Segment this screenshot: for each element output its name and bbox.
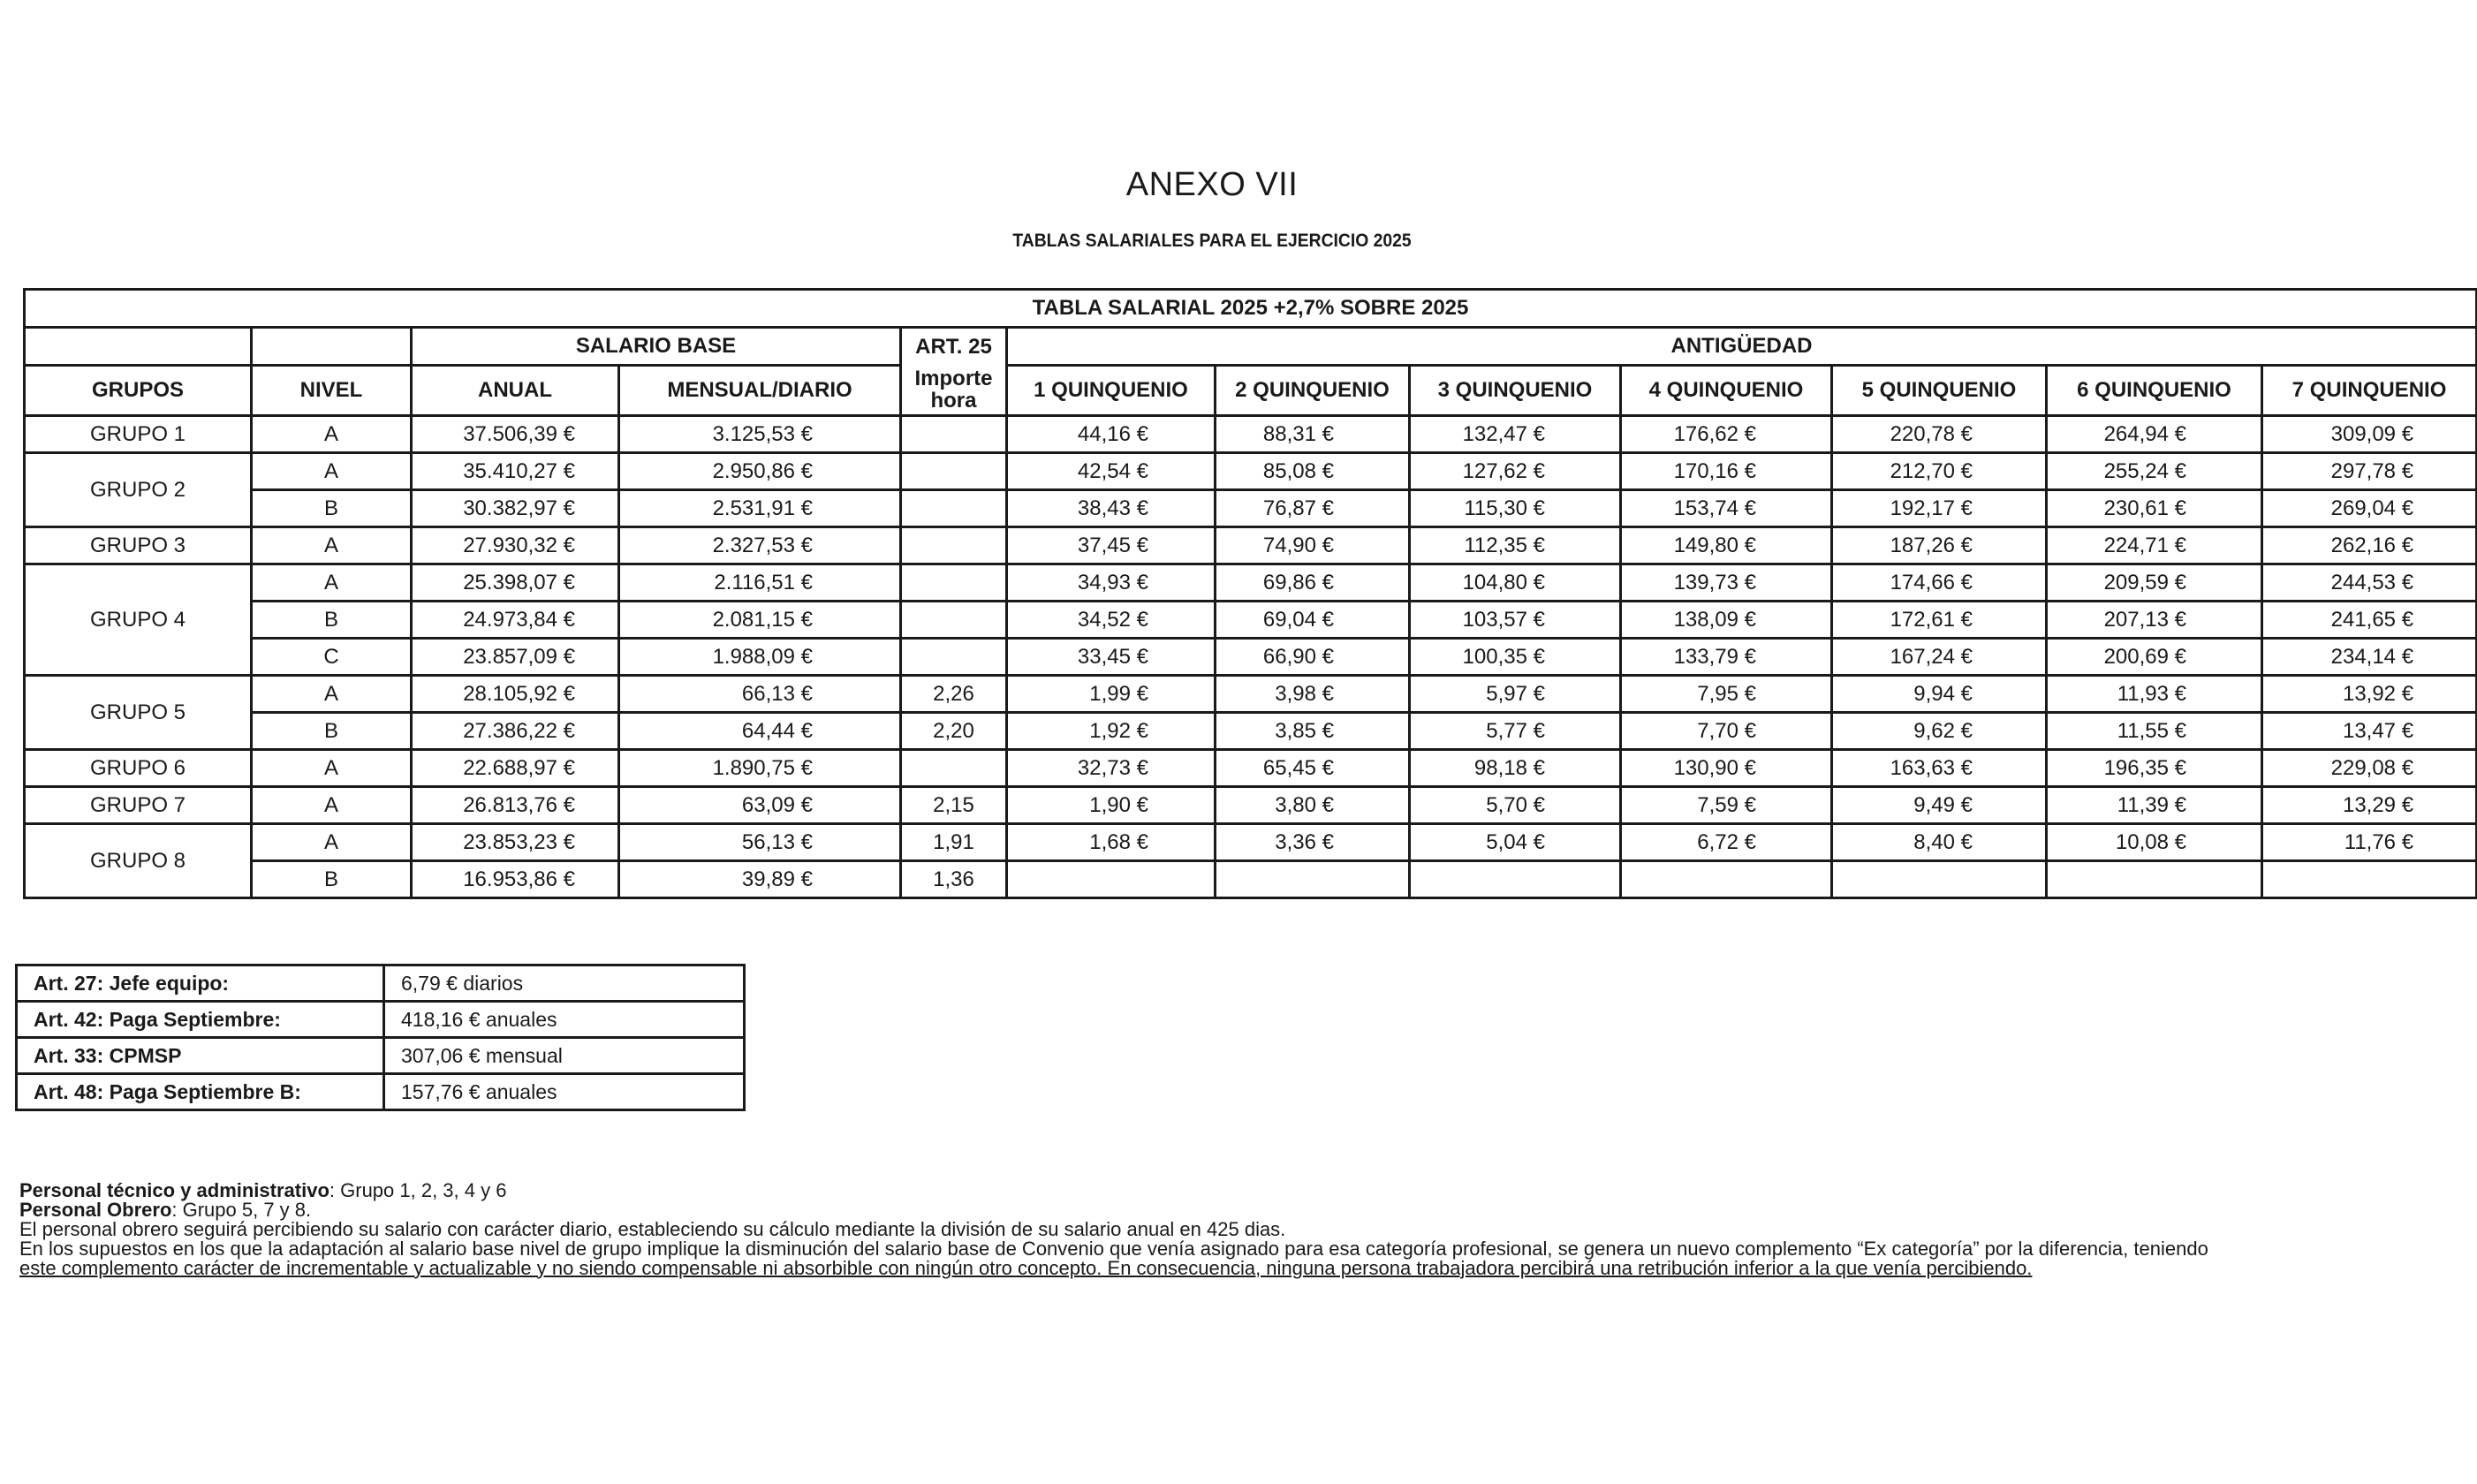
cell-importe-hora bbox=[901, 527, 1007, 564]
cell-quinquenio-4: 7,70 € bbox=[1621, 713, 1832, 750]
cell-quinquenio-3: 5,04 € bbox=[1410, 824, 1621, 861]
cell-quinquenio-6: 264,94 € bbox=[2047, 416, 2262, 453]
cell-quinquenio-2: 88,31 € bbox=[1216, 416, 1410, 453]
cell-anual: 27.386,22 € bbox=[412, 713, 619, 750]
cell-quinquenio-4: 6,72 € bbox=[1621, 824, 1832, 861]
col-header-q4: 4 QUINQUENIO bbox=[1621, 366, 1832, 416]
col-header-q7: 7 QUINQUENIO bbox=[2262, 366, 2477, 416]
cell-quinquenio-4: 176,62 € bbox=[1621, 416, 1832, 453]
cell-quinquenio-2: 65,45 € bbox=[1216, 750, 1410, 787]
cell-anual: 35.410,27 € bbox=[412, 453, 619, 490]
cell-quinquenio-6: 11,39 € bbox=[2047, 787, 2262, 824]
document-subtitle: TABLAS SALARIALES PARA EL EJERCICIO 2025 bbox=[1012, 231, 1412, 251]
cell-nivel: A bbox=[252, 527, 412, 564]
cell-quinquenio-1: 37,45 € bbox=[1007, 527, 1216, 564]
cell-importe-hora: 2,20 bbox=[901, 713, 1007, 750]
cell-quinquenio-2: 69,86 € bbox=[1216, 564, 1410, 602]
cell-quinquenio-5: 167,24 € bbox=[1832, 639, 2047, 676]
cell-nivel: B bbox=[252, 713, 412, 750]
cell-quinquenio-7: 229,08 € bbox=[2262, 750, 2477, 787]
cell-anual: 28.105,92 € bbox=[412, 676, 619, 713]
cell-quinquenio-6: 230,61 € bbox=[2047, 490, 2262, 527]
cell-quinquenio-1: 33,45 € bbox=[1007, 639, 1216, 676]
cell-quinquenio-5: 187,26 € bbox=[1832, 527, 2047, 564]
cell-quinquenio-7: 269,04 € bbox=[2262, 490, 2477, 527]
salary-table bbox=[23, 288, 2477, 899]
cell-mensual: 2.950,86 € bbox=[619, 453, 901, 490]
table-row bbox=[25, 416, 2477, 453]
header-antiguedad: ANTIGÜEDAD bbox=[1007, 328, 2477, 366]
cell-quinquenio-5: 192,17 € bbox=[1832, 490, 2047, 527]
cell-quinquenio-5: 174,66 € bbox=[1832, 564, 2047, 602]
cell-anual: 25.398,07 € bbox=[412, 564, 619, 602]
cell-nivel: B bbox=[252, 602, 412, 639]
cell-grupo: GRUPO 6 bbox=[25, 750, 252, 787]
cell-quinquenio-3: 103,57 € bbox=[1410, 602, 1621, 639]
cell-mensual: 3.125,53 € bbox=[619, 416, 901, 453]
cell-quinquenio-6: 209,59 € bbox=[2047, 564, 2262, 602]
cell-quinquenio-1: 1,90 € bbox=[1007, 787, 1216, 824]
cell-nivel: A bbox=[252, 676, 412, 713]
cell-nivel: B bbox=[252, 861, 412, 898]
table-row bbox=[25, 713, 2477, 750]
col-header-nivel: NIVEL bbox=[252, 366, 412, 416]
annex-title: ANEXO VII bbox=[1125, 166, 1299, 203]
table-row bbox=[25, 676, 2477, 713]
table-row bbox=[25, 453, 2477, 490]
cell-importe-hora bbox=[901, 602, 1007, 639]
cell-quinquenio-6: 10,08 € bbox=[2047, 824, 2262, 861]
cell-nivel: A bbox=[252, 453, 412, 490]
cell-mensual: 2.116,51 € bbox=[619, 564, 901, 602]
cell-quinquenio-1: 32,73 € bbox=[1007, 750, 1216, 787]
cell-nivel: A bbox=[252, 416, 412, 453]
cell-nivel: C bbox=[252, 639, 412, 676]
cell-quinquenio-4: 130,90 € bbox=[1621, 750, 1832, 787]
header-salario-base: SALARIO BASE bbox=[412, 328, 901, 366]
cell-quinquenio-7: 244,53 € bbox=[2262, 564, 2477, 602]
cell-mensual: 63,09 € bbox=[619, 787, 901, 824]
table-row bbox=[25, 564, 2477, 602]
cell-quinquenio-4: 133,79 € bbox=[1621, 639, 1832, 676]
note-calculo-diario: El personal obrero seguirá percibiendo su salario con carácter diario, estableciendo su cálculo mediante la división de su salario anual en 425 dias. bbox=[19, 1218, 1286, 1240]
cell-nivel: A bbox=[252, 750, 412, 787]
cell-anual: 37.506,39 € bbox=[412, 416, 619, 453]
note-ex-categoria-cont: este complemento carácter de incrementable y actualizable y no siendo compensable ni absorbible con ningún otro concepto. En consecuencia, ninguna persona trabajadora percibirá una retribución inferior a la que venía percibiendo. bbox=[19, 1257, 2033, 1279]
cell-quinquenio-1: 42,54 € bbox=[1007, 453, 1216, 490]
col-header-q5: 5 QUINQUENIO bbox=[1832, 366, 2047, 416]
cell-quinquenio-2: 3,98 € bbox=[1216, 676, 1410, 713]
cell-grupo: GRUPO 5 bbox=[25, 676, 252, 750]
cell-quinquenio-7: 13,92 € bbox=[2262, 676, 2477, 713]
cell-quinquenio-2: 3,80 € bbox=[1216, 787, 1410, 824]
cell-importe-hora bbox=[901, 564, 1007, 602]
cell-grupo: GRUPO 4 bbox=[25, 564, 252, 676]
cell-mensual: 2.081,15 € bbox=[619, 602, 901, 639]
cell-quinquenio-5: 9,94 € bbox=[1832, 676, 2047, 713]
table-row bbox=[25, 787, 2477, 824]
cell-grupo: GRUPO 2 bbox=[25, 453, 252, 527]
col-header-grupos: GRUPOS bbox=[25, 366, 252, 416]
cell-quinquenio-5: 9,49 € bbox=[1832, 787, 2047, 824]
col-header-q1: 1 QUINQUENIO bbox=[1007, 366, 1216, 416]
col-header-q2: 2 QUINQUENIO bbox=[1216, 366, 1410, 416]
col-header-q6: 6 QUINQUENIO bbox=[2047, 366, 2262, 416]
cell-quinquenio-6: 207,13 € bbox=[2047, 602, 2262, 639]
cell-quinquenio-4: 7,95 € bbox=[1621, 676, 1832, 713]
cell-importe-hora bbox=[901, 490, 1007, 527]
cell-quinquenio-3: 127,62 € bbox=[1410, 453, 1621, 490]
col-header-q3: 3 QUINQUENIO bbox=[1410, 366, 1621, 416]
cell-quinquenio-3 bbox=[1410, 861, 1621, 898]
cell-quinquenio-5: 172,61 € bbox=[1832, 602, 2047, 639]
cell-mensual: 64,44 € bbox=[619, 713, 901, 750]
cell-anual: 27.930,32 € bbox=[412, 527, 619, 564]
cell-quinquenio-7: 241,65 € bbox=[2262, 602, 2477, 639]
cell-quinquenio-6: 196,35 € bbox=[2047, 750, 2262, 787]
cell-quinquenio-1: 44,16 € bbox=[1007, 416, 1216, 453]
footnotes bbox=[19, 1181, 2466, 1278]
cell-quinquenio-7: 13,47 € bbox=[2262, 713, 2477, 750]
cell-quinquenio-4: 139,73 € bbox=[1621, 564, 1832, 602]
table-row bbox=[25, 527, 2477, 564]
cell-quinquenio-6: 11,93 € bbox=[2047, 676, 2262, 713]
cell-quinquenio-1: 38,43 € bbox=[1007, 490, 1216, 527]
extras-row bbox=[17, 1074, 745, 1110]
cell-nivel: A bbox=[252, 787, 412, 824]
cell-importe-hora bbox=[901, 639, 1007, 676]
cell-quinquenio-1: 1,99 € bbox=[1007, 676, 1216, 713]
cell-mensual: 39,89 € bbox=[619, 861, 901, 898]
cell-mensual: 2.531,91 € bbox=[619, 490, 901, 527]
cell-mensual: 2.327,53 € bbox=[619, 527, 901, 564]
note-personal-obrero bbox=[19, 1200, 2466, 1220]
extras-label: Art. 33: CPMSP bbox=[17, 1038, 384, 1074]
cell-quinquenio-3: 98,18 € bbox=[1410, 750, 1621, 787]
note-label: Personal técnico y administrativo bbox=[19, 1179, 330, 1201]
cell-importe-hora bbox=[901, 416, 1007, 453]
cell-quinquenio-3: 112,35 € bbox=[1410, 527, 1621, 564]
cell-quinquenio-2: 85,08 € bbox=[1216, 453, 1410, 490]
cell-quinquenio-5: 163,63 € bbox=[1832, 750, 2047, 787]
cell-nivel: A bbox=[252, 564, 412, 602]
cell-quinquenio-4: 170,16 € bbox=[1621, 453, 1832, 490]
cell-quinquenio-3: 104,80 € bbox=[1410, 564, 1621, 602]
extras-row bbox=[17, 965, 745, 1002]
extras-table bbox=[15, 964, 746, 1111]
cell-quinquenio-5: 212,70 € bbox=[1832, 453, 2047, 490]
cell-quinquenio-5: 8,40 € bbox=[1832, 824, 2047, 861]
cell-quinquenio-2 bbox=[1216, 861, 1410, 898]
cell-importe-hora: 2,26 bbox=[901, 676, 1007, 713]
cell-anual: 16.953,86 € bbox=[412, 861, 619, 898]
cell-importe-hora: 2,15 bbox=[901, 787, 1007, 824]
cell-quinquenio-1: 34,52 € bbox=[1007, 602, 1216, 639]
cell-quinquenio-3: 115,30 € bbox=[1410, 490, 1621, 527]
extras-value: 6,79 € diarios bbox=[384, 965, 745, 1002]
col-header-anual: ANUAL bbox=[412, 366, 619, 416]
cell-quinquenio-4 bbox=[1621, 861, 1832, 898]
note-text: : Grupo 5, 7 y 8. bbox=[171, 1199, 312, 1221]
cell-grupo: GRUPO 7 bbox=[25, 787, 252, 824]
cell-quinquenio-2: 66,90 € bbox=[1216, 639, 1410, 676]
table-row bbox=[25, 602, 2477, 639]
cell-quinquenio-3: 100,35 € bbox=[1410, 639, 1621, 676]
cell-nivel: B bbox=[252, 490, 412, 527]
cell-quinquenio-4: 153,74 € bbox=[1621, 490, 1832, 527]
cell-importe-hora: 1,91 bbox=[901, 824, 1007, 861]
header-art25: ART. 25 bbox=[901, 328, 1007, 366]
cell-quinquenio-2: 69,04 € bbox=[1216, 602, 1410, 639]
cell-mensual: 1.890,75 € bbox=[619, 750, 901, 787]
table-row bbox=[25, 750, 2477, 787]
cell-quinquenio-3: 5,70 € bbox=[1410, 787, 1621, 824]
note-text: : Grupo 1, 2, 3, 4 y 6 bbox=[329, 1179, 507, 1201]
table-row bbox=[25, 639, 2477, 676]
table-row bbox=[25, 824, 2477, 861]
cell-quinquenio-2: 74,90 € bbox=[1216, 527, 1410, 564]
cell-anual: 30.382,97 € bbox=[412, 490, 619, 527]
cell-quinquenio-1 bbox=[1007, 861, 1216, 898]
cell-quinquenio-6: 255,24 € bbox=[2047, 453, 2262, 490]
cell-quinquenio-1: 34,93 € bbox=[1007, 564, 1216, 602]
extras-value: 157,76 € anuales bbox=[384, 1074, 745, 1110]
cell-anual: 24.973,84 € bbox=[412, 602, 619, 639]
cell-nivel: A bbox=[252, 824, 412, 861]
cell-grupo: GRUPO 1 bbox=[25, 416, 252, 453]
extras-value: 307,06 € mensual bbox=[384, 1038, 745, 1074]
extras-label: Art. 27: Jefe equipo: bbox=[17, 965, 384, 1002]
cell-quinquenio-3: 5,77 € bbox=[1410, 713, 1621, 750]
extras-label: Art. 48: Paga Septiembre B: bbox=[17, 1074, 384, 1110]
cell-quinquenio-7: 309,09 € bbox=[2262, 416, 2477, 453]
cell-quinquenio-1: 1,68 € bbox=[1007, 824, 1216, 861]
cell-mensual: 56,13 € bbox=[619, 824, 901, 861]
cell-mensual: 66,13 € bbox=[619, 676, 901, 713]
col-header-mensual: MENSUAL/DIARIO bbox=[619, 366, 901, 416]
cell-quinquenio-7: 11,76 € bbox=[2262, 824, 2477, 861]
salary-table-title: TABLA SALARIAL 2025 +2,7% SOBRE 2025 bbox=[25, 290, 2477, 328]
cell-quinquenio-6: 224,71 € bbox=[2047, 527, 2262, 564]
cell-quinquenio-3: 5,97 € bbox=[1410, 676, 1621, 713]
cell-quinquenio-7: 262,16 € bbox=[2262, 527, 2477, 564]
extras-row bbox=[17, 1002, 745, 1038]
salary-table-body bbox=[25, 416, 2477, 898]
table-row bbox=[25, 490, 2477, 527]
cell-anual: 23.853,23 € bbox=[412, 824, 619, 861]
header-blank-nivel bbox=[252, 328, 412, 366]
cell-grupo: GRUPO 3 bbox=[25, 527, 252, 564]
cell-anual: 23.857,09 € bbox=[412, 639, 619, 676]
col-header-importe-hora: Importe hora bbox=[901, 366, 1007, 416]
cell-importe-hora bbox=[901, 750, 1007, 787]
extras-row bbox=[17, 1038, 745, 1074]
cell-quinquenio-2: 76,87 € bbox=[1216, 490, 1410, 527]
cell-quinquenio-3: 132,47 € bbox=[1410, 416, 1621, 453]
cell-quinquenio-4: 138,09 € bbox=[1621, 602, 1832, 639]
cell-quinquenio-5 bbox=[1832, 861, 2047, 898]
extras-label: Art. 42: Paga Septiembre: bbox=[17, 1002, 384, 1038]
table-row bbox=[25, 861, 2477, 898]
cell-anual: 26.813,76 € bbox=[412, 787, 619, 824]
note-personal-tecnico bbox=[19, 1181, 2466, 1200]
cell-quinquenio-6: 200,69 € bbox=[2047, 639, 2262, 676]
cell-quinquenio-1: 1,92 € bbox=[1007, 713, 1216, 750]
note-label: Personal Obrero bbox=[19, 1199, 172, 1221]
cell-quinquenio-7 bbox=[2262, 861, 2477, 898]
cell-quinquenio-6 bbox=[2047, 861, 2262, 898]
header-blank-grupos bbox=[25, 328, 252, 366]
cell-grupo: GRUPO 8 bbox=[25, 824, 252, 898]
cell-quinquenio-7: 297,78 € bbox=[2262, 453, 2477, 490]
cell-quinquenio-2: 3,85 € bbox=[1216, 713, 1410, 750]
cell-quinquenio-7: 13,29 € bbox=[2262, 787, 2477, 824]
cell-quinquenio-5: 9,62 € bbox=[1832, 713, 2047, 750]
cell-quinquenio-7: 234,14 € bbox=[2262, 639, 2477, 676]
cell-mensual: 1.988,09 € bbox=[619, 639, 901, 676]
cell-quinquenio-6: 11,55 € bbox=[2047, 713, 2262, 750]
cell-importe-hora: 1,36 bbox=[901, 861, 1007, 898]
extras-value: 418,16 € anuales bbox=[384, 1002, 745, 1038]
cell-quinquenio-4: 7,59 € bbox=[1621, 787, 1832, 824]
cell-quinquenio-5: 220,78 € bbox=[1832, 416, 2047, 453]
cell-importe-hora bbox=[901, 453, 1007, 490]
cell-quinquenio-4: 149,80 € bbox=[1621, 527, 1832, 564]
cell-anual: 22.688,97 € bbox=[412, 750, 619, 787]
cell-quinquenio-2: 3,36 € bbox=[1216, 824, 1410, 861]
note-ex-categoria: En los supuestos en los que la adaptación al salario base nivel de grupo implique la disminución del salario base de Convenio que venía asignado para esa categoría profesional, se genera un nuevo complemento “Ex categoría” por la diferencia, teniendo bbox=[19, 1238, 2208, 1260]
